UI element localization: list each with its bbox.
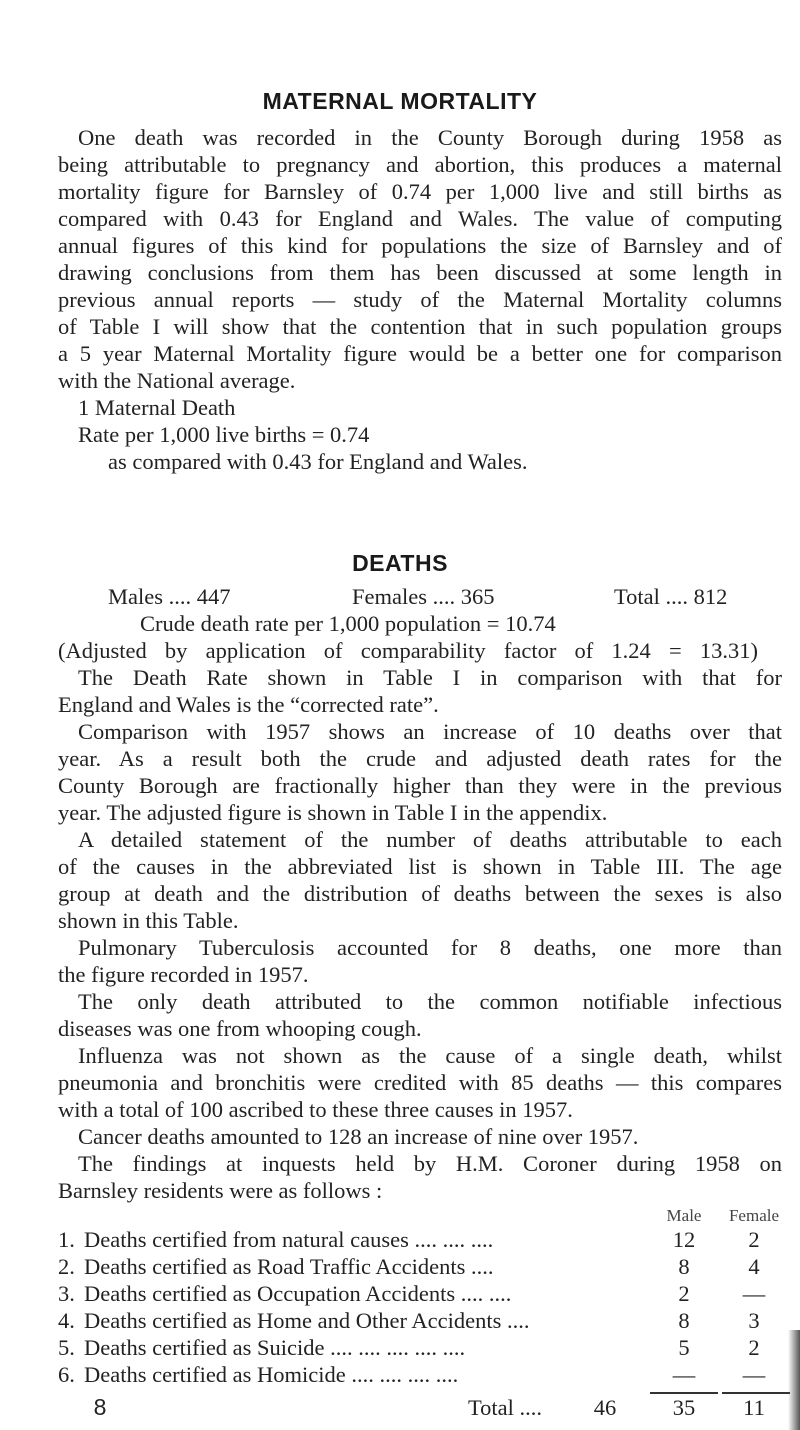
grand-total: 46 <box>593 1395 617 1420</box>
text-line: shown in this Table. <box>58 908 239 933</box>
text-line: year. As a result both the crude and adjusted death rates for the <box>58 746 782 771</box>
text-line: Influenza was not shown as the cause of a single death, whilst <box>78 1043 782 1068</box>
female-value: 2 <box>748 1227 760 1252</box>
total-count: Total .... 812 <box>614 584 728 609</box>
text-line: drawing conclusions from them has been discussed at some length in <box>58 260 782 285</box>
row-label: Deaths certified as Suicide .... .... .... .... .... <box>84 1335 466 1360</box>
text-line: The findings at inquests held by H.M. Coroner during 1958 on <box>78 1151 782 1176</box>
row-label: Deaths certified as Road Traffic Accidents .... <box>84 1254 494 1279</box>
text-line: previous annual reports — study of the Maternal Mortality columns <box>58 287 782 312</box>
row-label: Deaths certified from natural causes .... .... .... <box>84 1227 494 1252</box>
text-line: the figure recorded in 1957. <box>58 962 309 987</box>
female-value: 2 <box>748 1335 760 1360</box>
males-count: Males .... 447 <box>108 584 231 609</box>
text-line: with a total of 100 ascribed to these three causes in 1957. <box>58 1097 573 1122</box>
crude-death-rate: Crude death rate per 1,000 population = 10.74 <box>140 611 556 636</box>
text-line: 1 Maternal Death <box>78 395 236 420</box>
page-number: 8 <box>93 1394 107 1420</box>
text-line: Comparison with 1957 shows an increase of 10 deaths over that <box>78 719 782 744</box>
text-line: The Death Rate shown in Table I in comparison with that for <box>78 665 782 690</box>
male-value: 8 <box>678 1308 690 1333</box>
row-number: 3. <box>58 1281 75 1306</box>
text-line: being attributable to pregnancy and abortion, this produces a maternal <box>58 152 782 177</box>
text-line: year. The adjusted figure is shown in Table I in the appendix. <box>58 800 608 825</box>
row-number: 5. <box>58 1335 75 1360</box>
row-number: 2. <box>58 1254 75 1279</box>
text-line: of Table I will show that the contention that in such population groups <box>58 314 782 339</box>
text-line: diseases was one from whooping cough. <box>58 1016 422 1041</box>
maternal-mortality-heading: MATERNAL MORTALITY <box>262 88 538 114</box>
text-line: compared with 0.43 for England and Wales. The value of computing <box>58 206 782 231</box>
text-line: mortality figure for Barnsley of 0.74 per 1,000 live and still births as <box>58 179 782 204</box>
row-label: Deaths certified as Home and Other Accidents .... <box>84 1308 530 1333</box>
row-label: Deaths certified as Homicide .... .... .... .... <box>84 1362 459 1387</box>
females-count: Females .... 365 <box>352 584 495 609</box>
text-line: County Borough are fractionally higher than they were in the previous <box>58 773 782 798</box>
text-line: England and Wales is the “corrected rate”. <box>58 692 439 717</box>
female-value: 3 <box>748 1308 760 1333</box>
text-line: as compared with 0.43 for England and Wales. <box>108 449 528 474</box>
text-line: annual figures of this kind for populations the size of Barnsley and of <box>58 233 782 258</box>
female-value: 4 <box>748 1254 760 1279</box>
text-line: pneumonia and bronchitis were credited with 85 deaths — this compares <box>58 1070 782 1095</box>
female-value: — <box>742 1281 766 1306</box>
male-value: 8 <box>678 1254 690 1279</box>
row-number: 4. <box>58 1308 75 1333</box>
scan-edge-shadow <box>788 1330 800 1430</box>
column-header-female: Female <box>728 1206 780 1225</box>
female-value: — <box>742 1362 766 1387</box>
male-value: — <box>672 1362 696 1387</box>
text-line: group at death and the distribution of deaths between the sexes is also <box>58 881 782 906</box>
deaths-heading: DEATHS <box>352 550 448 576</box>
text-line: of the causes in the abbreviated list is shown in Table III. The age <box>58 854 782 879</box>
text-line: One death was recorded in the County Borough during 1958 as <box>78 125 782 150</box>
row-number: 1. <box>58 1227 75 1252</box>
text-line: The only death attributed to the common notifiable infectious <box>78 989 782 1014</box>
row-number: 6. <box>58 1362 75 1387</box>
text-line: A detailed statement of the number of deaths attributable to each <box>78 827 782 852</box>
male-total: 35 <box>672 1395 696 1420</box>
female-total: 11 <box>743 1395 765 1420</box>
text-line: Rate per 1,000 live births = 0.74 <box>78 422 370 447</box>
male-value: 2 <box>678 1281 690 1306</box>
adjusted-death-rate: (Adjusted by application of comparability factor of 1.24 = 13.31) <box>58 638 758 663</box>
text-line: Cancer deaths amounted to 128 an increase of nine over 1957. <box>78 1124 639 1149</box>
text-line: Pulmonary Tuberculosis accounted for 8 deaths, one more than <box>78 935 782 960</box>
male-value: 12 <box>672 1227 696 1252</box>
row-label: Deaths certified as Occupation Accidents .... .... <box>84 1281 512 1306</box>
text-line: Barnsley residents were as follows : <box>58 1178 383 1203</box>
text-line: with the National average. <box>58 368 296 393</box>
male-value: 5 <box>678 1335 690 1360</box>
total-label: Total .... <box>468 1395 543 1420</box>
text-line: a 5 year Maternal Mortality figure would be a better one for comparison <box>58 341 782 366</box>
column-header-male: Male <box>666 1206 702 1225</box>
